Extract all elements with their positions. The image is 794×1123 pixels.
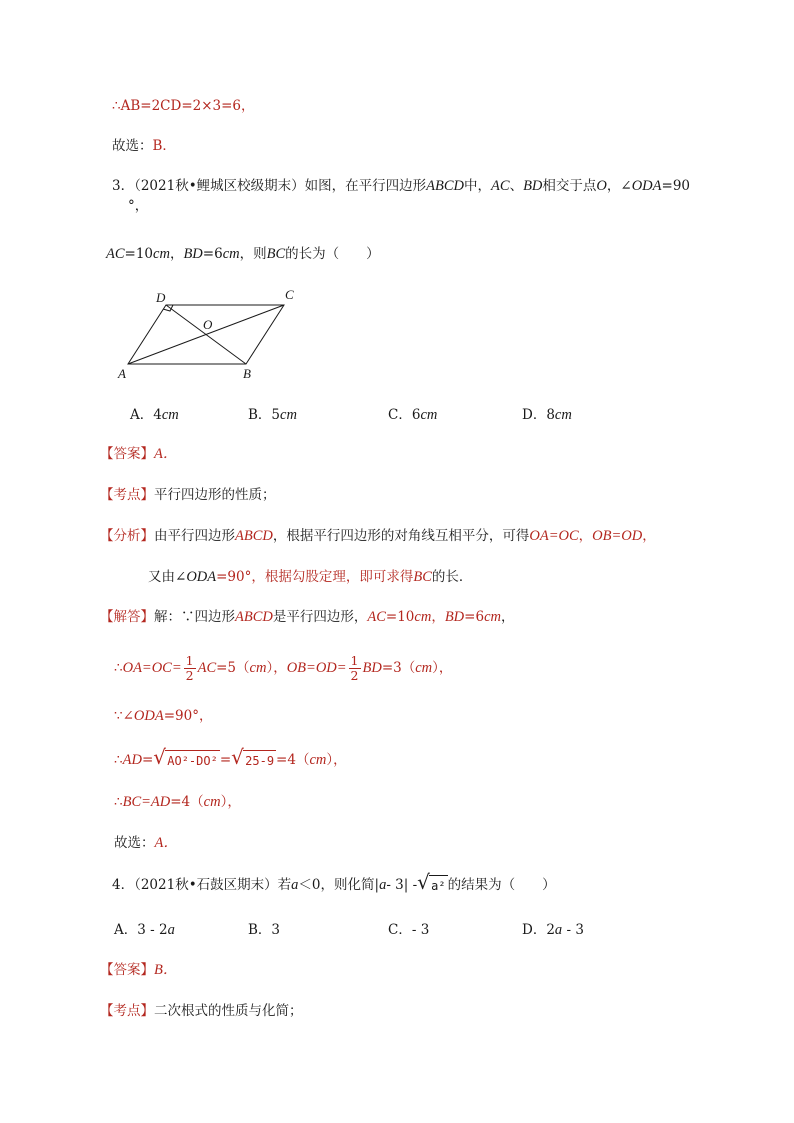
q3-stem-text: 3．（2021秋•鲤城区校级期末）如图，在平行四边形 — [112, 178, 427, 194]
var-a: a — [379, 877, 387, 893]
prev-solution-line — [112, 96, 255, 116]
q3-option-b — [248, 405, 297, 425]
step-text: ∵∠ — [114, 708, 134, 724]
q3-step5 — [114, 833, 178, 853]
var-abcd: ABCD — [426, 178, 465, 194]
prev-line-text: ∴AB=2CD=2×3=6， — [112, 98, 255, 114]
fraction-numerator: 1 — [185, 653, 194, 668]
degree-text: °， — [128, 198, 149, 214]
q3-jieda — [100, 607, 514, 627]
option-letter: A． — [114, 922, 138, 938]
cond-text: 的长为（ ） — [285, 246, 380, 262]
unit-cm: cm — [420, 407, 438, 423]
fenxi-text: 又由∠ — [148, 569, 187, 585]
fenxi-text: ， — [578, 528, 593, 544]
unit-cm: cm — [415, 660, 433, 676]
step-text: ）， — [326, 752, 347, 768]
radicand: AO²-DO² — [165, 750, 220, 770]
q4-stem-text: - 3| - — [386, 877, 418, 893]
q3-stem — [112, 176, 690, 196]
unit-cm: cm — [222, 246, 240, 262]
option-letter: A． — [130, 407, 154, 423]
unit-cm: cm — [414, 609, 432, 625]
q4-stem-text: ＜0，则化简| — [298, 877, 380, 893]
option-value: - 3 — [562, 922, 584, 938]
radical-sign: √ — [153, 744, 166, 769]
q4-option-d — [522, 920, 584, 940]
option-letter: D． — [522, 922, 547, 938]
unit-cm: cm — [153, 246, 170, 262]
q3-option-c — [388, 405, 437, 425]
option-value: 6 — [411, 407, 421, 423]
q3-stem-text: 中， — [464, 178, 492, 194]
step-text: ∴ — [114, 660, 123, 676]
unit-cm: cm — [280, 407, 297, 423]
step-text: ）， — [432, 660, 453, 676]
cond-text: ， — [169, 246, 184, 262]
q3-step1 — [114, 652, 452, 684]
option-letter: C． — [388, 407, 412, 423]
var-oda: ODA — [631, 178, 662, 194]
sqrt-a-squared — [417, 869, 447, 898]
cond-text: ，则 — [239, 246, 267, 262]
q3-option-d — [522, 405, 572, 425]
option-letter: C． — [388, 922, 412, 938]
answer-value: B． — [154, 962, 178, 978]
unit-cm: cm — [249, 660, 267, 676]
unit-cm: cm — [203, 794, 221, 810]
jieda-text: 解：∵四边形 — [154, 609, 235, 625]
kaodian-tag: 【考点】 — [100, 487, 154, 503]
q3-fenxi — [100, 526, 656, 546]
radical-sign: √ — [231, 744, 244, 769]
step-text: = — [141, 752, 154, 768]
prev-choice-line — [112, 136, 176, 156]
choice-answer: A． — [154, 835, 178, 851]
step-text: =4（ — [170, 794, 204, 810]
q3-stem-text: =90 — [661, 178, 691, 194]
q4-stem-text: 4．（2021秋•石鼓区期末）若 — [112, 877, 292, 893]
q3-condition — [106, 244, 380, 264]
jieda-text: ， — [500, 609, 515, 625]
q3-fenxi-line2 — [148, 567, 472, 587]
fenxi-text: ，根据平行四边形的对角线互相平分，可得 — [272, 528, 530, 544]
option-value: 2 — [546, 922, 555, 938]
var-ad: AD — [122, 752, 142, 768]
var-oda: ODA — [186, 569, 217, 585]
label-b: B — [243, 366, 251, 381]
cond-text: =6 — [202, 246, 223, 262]
step-text: ）， — [266, 660, 287, 676]
var-abcd: ABCD — [235, 609, 273, 625]
q4-kaodian — [100, 1001, 303, 1021]
var-o: O — [596, 178, 607, 194]
sqrt-25-9 — [231, 744, 276, 773]
eq-oa-oc: OA=OC= — [122, 660, 182, 676]
option-value: 5 — [271, 407, 281, 423]
fraction-denominator: 2 — [350, 668, 359, 683]
q3-stem-text: 相交于点 — [542, 178, 597, 194]
option-value: - 3 — [411, 922, 430, 938]
q3-step2 — [114, 706, 212, 726]
var-a: a — [554, 922, 563, 938]
option-letter: B． — [248, 407, 272, 423]
eq-oa-oc: OA=OC — [529, 528, 579, 544]
choice-prefix: 故选： — [112, 138, 153, 154]
q4-stem — [112, 869, 556, 898]
option-value: 8 — [546, 407, 555, 423]
radicand: a² — [429, 875, 447, 895]
option-value: 3 — [271, 922, 281, 938]
eq-ob-od: OB=OD — [592, 528, 643, 544]
q4-option-c — [388, 920, 429, 940]
unit-cm: cm — [484, 609, 501, 625]
step-text: =90°， — [163, 708, 213, 724]
jieda-text: 是平行四边形， — [272, 609, 368, 625]
choice-answer: B． — [152, 138, 176, 154]
q3-kaodian — [100, 485, 276, 505]
kaodian-tag: 【考点】 — [100, 1003, 154, 1019]
q4-option-b — [248, 920, 280, 940]
fenxi-tag: 【分析】 — [100, 528, 154, 544]
var-bc: BC — [266, 246, 286, 262]
option-value: 4 — [153, 407, 162, 423]
fenxi-text: 的长． — [431, 569, 473, 585]
choice-prefix: 故选： — [114, 835, 155, 851]
fenxi-text: ， — [642, 528, 656, 544]
cond-text: =10 — [124, 246, 154, 262]
jieda-text: =6 — [464, 609, 485, 625]
step-text: ）， — [220, 794, 241, 810]
fenxi-text: 由平行四边形 — [154, 528, 235, 544]
parallelogram-figure — [110, 284, 310, 384]
kaodian-text: 二次根式的性质与化简； — [154, 1003, 303, 1019]
diagonal-bd — [166, 305, 246, 364]
jieda-text: =10 — [385, 609, 415, 625]
answer-value: A． — [154, 446, 178, 462]
var-oda: ODA — [133, 708, 164, 724]
fenxi-text: =90°，根据勾股定理，即可求得 — [216, 569, 414, 585]
fraction-half — [184, 654, 196, 683]
radical-sign: √ — [417, 869, 430, 894]
kaodian-text: 平行四边形的性质； — [154, 487, 276, 503]
fraction-half — [349, 654, 361, 683]
var-a: a — [167, 922, 175, 938]
var-bd: BD — [362, 660, 382, 676]
unit-cm: cm — [161, 407, 179, 423]
option-letter: B． — [248, 922, 272, 938]
var-ac: AC — [367, 609, 386, 625]
answer-tag: 【答案】 — [100, 446, 154, 462]
q4-answer — [100, 960, 177, 980]
jieda-tag: 【解答】 — [100, 609, 154, 625]
var-bc: BC — [413, 569, 432, 585]
q3-degree-mark — [128, 196, 148, 216]
sqrt-ao-do — [153, 744, 220, 773]
q3-option-a — [130, 405, 179, 425]
eq-bc-ad: BC=AD — [122, 794, 171, 810]
q3-step3 — [114, 744, 347, 773]
var-ac: AC — [106, 246, 125, 262]
q3-step4 — [114, 792, 241, 812]
var-abcd: ABCD — [235, 528, 273, 544]
label-o: O — [203, 317, 213, 332]
var-bd: BD — [523, 178, 543, 194]
option-letter: D． — [522, 407, 547, 423]
var-ac: AC — [197, 660, 217, 676]
fraction-denominator: 2 — [185, 668, 194, 683]
unit-cm: cm — [309, 752, 327, 768]
label-a: A — [118, 366, 126, 381]
var-a: a — [291, 877, 299, 893]
step-text: = — [219, 752, 232, 768]
label-d: D — [156, 290, 166, 305]
step-text: ∴ — [114, 752, 123, 768]
step-text: =5（ — [216, 660, 250, 676]
unit-cm: cm — [554, 407, 572, 423]
step-text: =4（ — [276, 752, 310, 768]
option-value: 3 - 2 — [137, 922, 168, 938]
var-ac: AC — [491, 178, 510, 194]
radicand: 25-9 — [243, 750, 276, 770]
step-text: =3（ — [381, 660, 416, 676]
fraction-numerator: 1 — [350, 653, 359, 668]
jieda-text: ， — [431, 609, 445, 625]
step-text: ∴ — [114, 794, 123, 810]
q4-stem-text: 的结果为（ ） — [447, 877, 556, 893]
answer-tag: 【答案】 — [100, 962, 154, 978]
eq-ob-od: OB=OD= — [286, 660, 347, 676]
q3-answer — [100, 444, 177, 464]
var-bd: BD — [183, 246, 203, 262]
label-c: C — [285, 287, 294, 302]
q4-option-a — [114, 920, 175, 940]
q3-stem-text: ，∠ — [606, 178, 632, 194]
q3-stem-text: 、 — [509, 178, 524, 194]
var-bd: BD — [444, 609, 465, 625]
